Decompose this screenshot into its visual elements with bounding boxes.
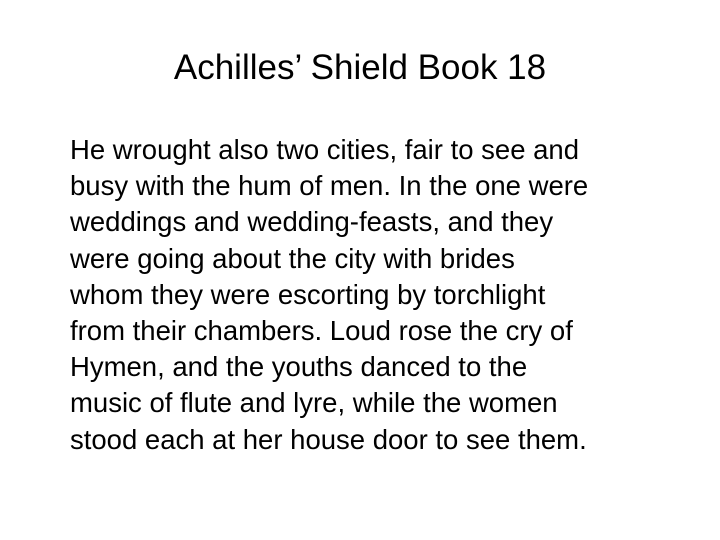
slide-body bbox=[70, 132, 700, 458]
body-line: busy with the hum of men. In the one were bbox=[70, 170, 589, 202]
body-line: weddings and wedding-feasts, and they bbox=[70, 206, 554, 238]
body-line: whom they were escorting by torchlight bbox=[70, 278, 546, 310]
body-line: Hymen, and the youths danced to the bbox=[70, 351, 528, 383]
slide-title: Achilles’ Shield Book 18 bbox=[173, 48, 547, 87]
body-line: stood each at her house door to see them. bbox=[70, 423, 587, 455]
body-line: music of flute and lyre, while the women bbox=[70, 387, 558, 419]
body-line: were going about the city with brides bbox=[70, 242, 515, 274]
body-line: He wrought also two cities, fair to see and bbox=[70, 134, 580, 165]
body-line: from their chambers. Loud rose the cry of bbox=[70, 315, 573, 347]
